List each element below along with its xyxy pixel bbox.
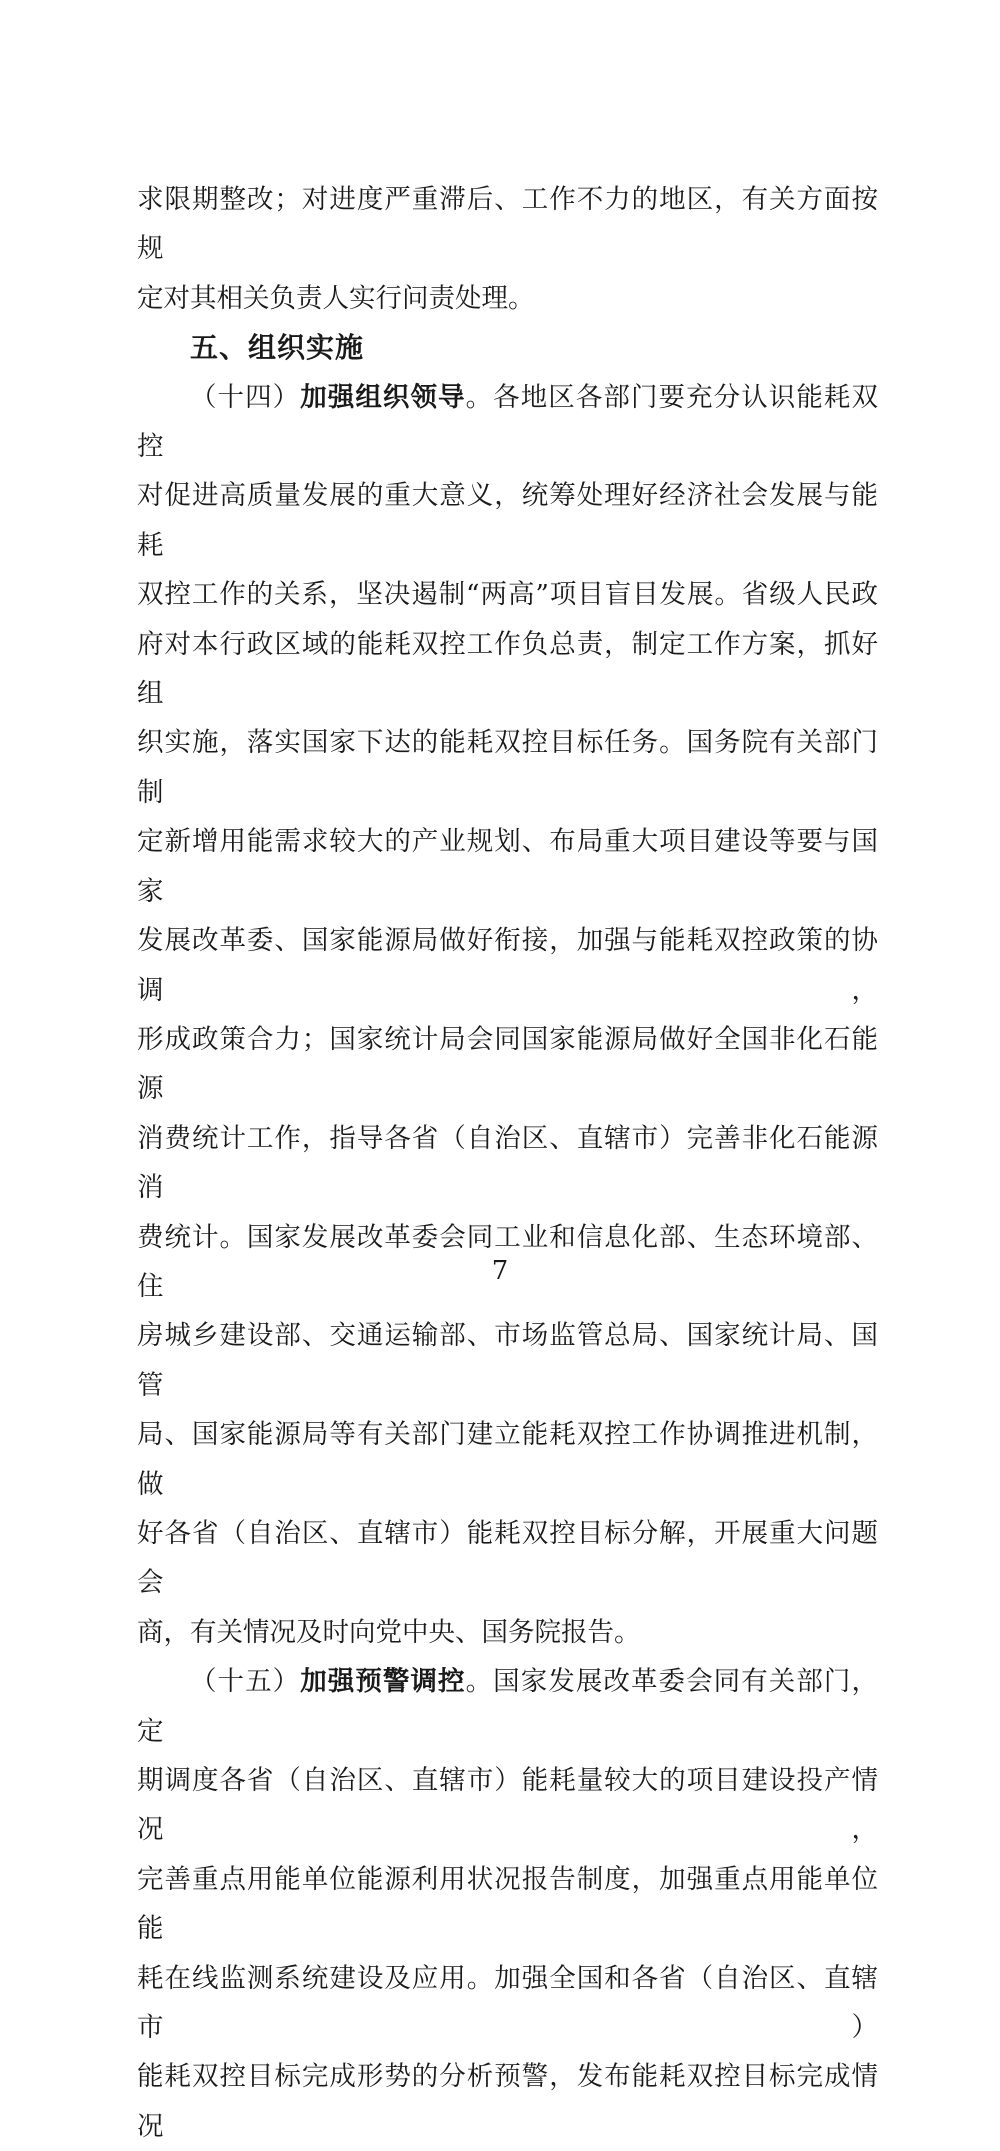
body-text: 期调度各省（自治区、直辖市）能耗量较大的项目建设投产情况， xyxy=(137,1765,878,1846)
emphasis-text: 加强组织领导 xyxy=(300,381,466,413)
text-line xyxy=(137,1311,878,1410)
text-line xyxy=(137,1855,878,1954)
body-text: 。各地区各部门要充分认识能耗双控 xyxy=(137,381,878,463)
text-line xyxy=(137,1608,878,1657)
text-line xyxy=(137,1410,878,1509)
section-heading-5 xyxy=(137,323,878,372)
text-line xyxy=(137,718,878,817)
paragraph-15 xyxy=(137,1657,878,2151)
text-line xyxy=(137,373,878,472)
text-line xyxy=(137,570,878,619)
body-text: 对促进高质量发展的重大意义，统筹处理好经济社会发展与能耗 xyxy=(137,480,878,561)
emphasis-text: 加强预警调控 xyxy=(300,1666,466,1698)
text-body xyxy=(137,175,878,2151)
body-text: 形成政策合力；国家统计局会同国家能源局做好全国非化石能源 xyxy=(137,1023,878,1105)
body-text: 好各省（自治区、直辖市）能耗双控目标分解，开展重大问题会 xyxy=(137,1517,878,1599)
body-text: 定新增用能需求较大的产业规划、布局重大项目建设等要与国家 xyxy=(137,826,878,907)
body-text: 房城乡建设部、交通运输部、市场监管总局、国家统计局、国管 xyxy=(137,1320,878,1401)
page-number: 7 xyxy=(491,1256,509,1286)
paragraph-continuation xyxy=(137,175,878,323)
body-text: 府对本行政区域的能耗双控工作负总责，制定工作方案，抓好组 xyxy=(137,628,878,710)
text-line xyxy=(137,2052,878,2151)
body-text: 发展改革委、国家能源局做好衔接，加强与能耗双控政策的协调， xyxy=(137,925,878,1006)
text-line xyxy=(137,620,878,719)
body-text: 完善重点用能单位能源利用状况报告制度，加强重点用能单位能 xyxy=(137,1863,878,1945)
body-text: （十四） xyxy=(190,381,301,413)
body-text: （十五） xyxy=(190,1666,301,1698)
paragraph-14 xyxy=(137,373,878,1658)
text-line xyxy=(137,1015,878,1114)
body-text: 求限期整改；对进度严重滞后、工作不力的地区，有关方面按规 xyxy=(137,184,878,265)
body-text: 。国家发展改革委会同有关部门，定 xyxy=(137,1666,878,1747)
body-text: 耗在线监测系统建设及应用。加强全国和各省（自治区、直辖市） xyxy=(137,1962,878,2044)
body-text: 局、国家能源局等有关部门建立能耗双控工作协调推进机制，做 xyxy=(137,1419,878,1500)
text-line xyxy=(137,175,878,274)
body-text: 定对其相关负责人实行问责处理。 xyxy=(137,282,535,314)
body-text: 能耗双控目标完成形势的分析预警，发布能耗双控目标完成情况 xyxy=(137,2061,878,2142)
text-line xyxy=(137,1954,878,2053)
emphasis-text: 五、组织实施 xyxy=(190,331,365,365)
body-text: 织实施，落实国家下达的能耗双控目标任务。国务院有关部门制 xyxy=(137,727,878,808)
text-line xyxy=(137,817,878,916)
text-line xyxy=(137,1509,878,1608)
body-text: 双控工作的关系，坚决遏制“两高”项目盲目发展。省级人民政 xyxy=(137,579,878,611)
text-line xyxy=(137,916,878,1015)
text-line xyxy=(137,1756,878,1855)
body-text: 消费统计工作，指导各省（自治区、直辖市）完善非化石能源消 xyxy=(137,1122,878,1204)
body-text: 费统计。国家发展改革委会同工业和信息化部、生态环境部、住 xyxy=(137,1221,878,1302)
text-line xyxy=(137,274,878,323)
body-text: 商，有关情况及时向党中央、国务院报告。 xyxy=(137,1616,641,1648)
text-line xyxy=(137,1114,878,1213)
text-line xyxy=(137,1657,878,1756)
heading-line xyxy=(137,323,878,372)
text-line xyxy=(137,471,878,570)
